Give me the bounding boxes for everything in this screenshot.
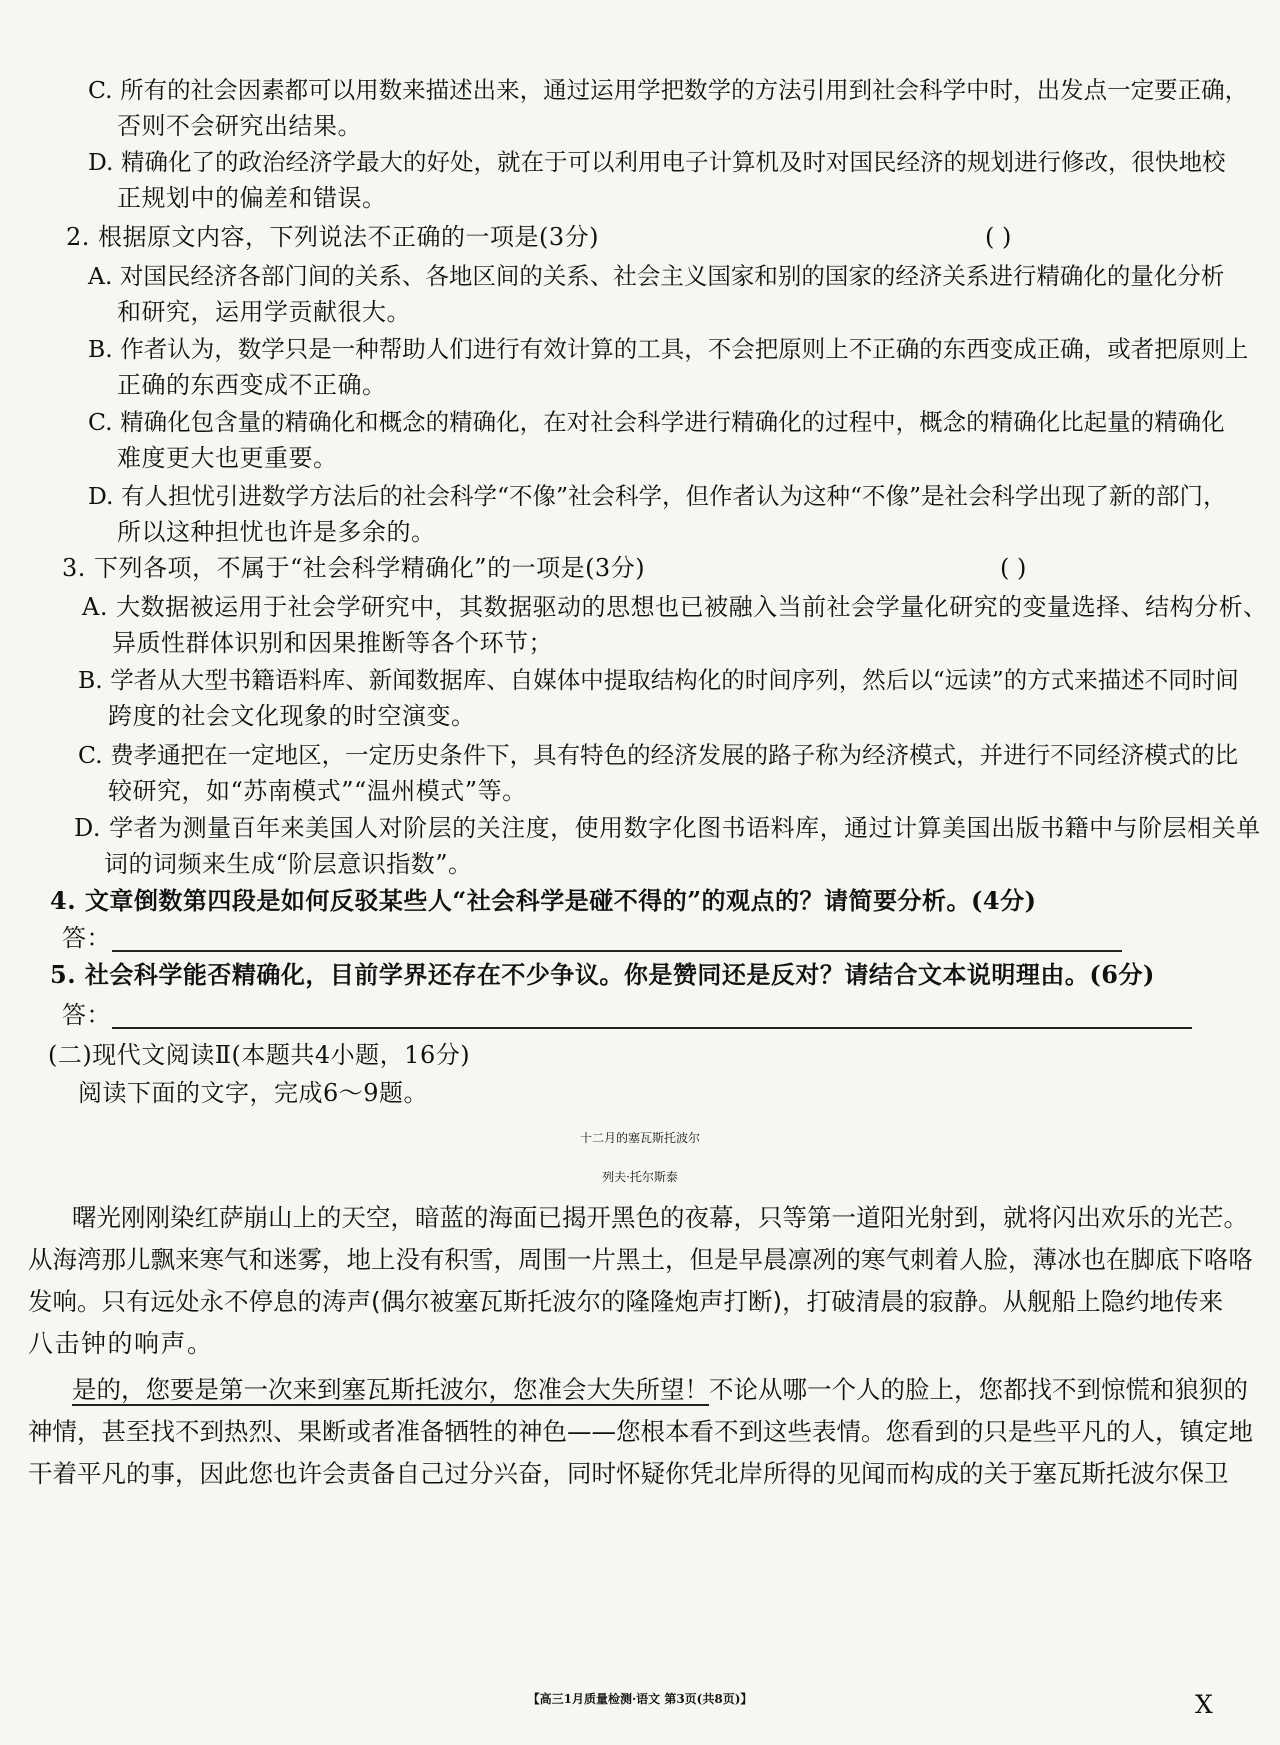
q5-answer-label: 答： <box>62 1001 111 1029</box>
q4-stem: 4. 文章倒数第四段是如何反驳某些人“社会科学是碰不得的”的观点的？请简要分析。(4分) <box>50 886 1037 915</box>
q3-option-a-line1: A. 大数据被运用于社会学研究中，其数据驱动的思想也已被融入当前社会学量化研究的变量选择、结构分析、 <box>82 593 1268 621</box>
q3-option-b-line1: B. 学者从大型书籍语料库、新闻数据库、自媒体中提取结构化的时间序列，然后以“远读”的方式来描述不同时间 <box>78 666 1239 694</box>
q3-option-b-line2: 跨度的社会文化现象的时空演变。 <box>108 702 476 730</box>
story-p2-line3: 干着平凡的事，因此您也许会责备自己过分兴奋，同时怀疑你凭北岸所得的见闻而构成的关于塞瓦斯托波尔保卫 <box>28 1459 1229 1488</box>
q2-option-a-line1: A. 对国民经济各部门间的关系、各地区间的关系、社会主义国家和别的国家的经济关系进行精确化的量化分析 <box>88 262 1225 290</box>
q3-option-c-line1: C. 费孝通把在一定地区，一定历史条件下，具有特色的经济发展的路子称为经济模式，并进行不同经济模式的比 <box>78 741 1239 769</box>
q5-stem: 5. 社会科学能否精确化，目前学界还存在不少争议。你是赞同还是反对？请结合文本说明理由。(6分) <box>50 960 1155 989</box>
q3-option-a-line2: 异质性群体识别和因果推断等各个环节； <box>112 629 553 657</box>
q3-option-c-line2: 较研究，如“苏南模式”“温州模式”等。 <box>108 777 527 805</box>
q2-option-b-line2: 正确的东西变成不正确。 <box>117 371 387 399</box>
q3-option-d-line1: D. 学者为测量百年来美国人对阶层的关注度，使用数字化图书语料库，通过计算美国出版书籍中与阶层相关单 <box>74 814 1261 842</box>
q1-option-c-line2: 否则不会研究出结果。 <box>117 112 362 140</box>
section2-heading: (二)现代文阅读Ⅱ(本题共4小题，16分) <box>48 1041 471 1069</box>
q3-answer-paren[interactable]: ( ) <box>1000 554 1027 582</box>
q2-option-b-line1: B. 作者认为，数学只是一种帮助人们进行有效计算的工具，不会把原则上不正确的东西变成正确，或者把原则上 <box>88 335 1249 363</box>
q5-answer-line[interactable] <box>112 1027 1192 1029</box>
q1-option-c-line1: C. 所有的社会因素都可以用数来描述出来，通过运用学把数学的方法引用到社会科学中时，出发点一定要正确， <box>88 76 1249 104</box>
q1-option-d-line1: D. 精确化了的政治经济学最大的好处，就在于可以利用电子计算机及时对国民经济的规划进行修改，很快地校 <box>88 148 1226 176</box>
q2-option-d-line1: D. 有人担忧引进数学方法后的社会科学“不像”社会科学，但作者认为这种“不像”是社会科学出现了新的部门， <box>88 482 1227 510</box>
story-p1-line4: 八击钟的响声。 <box>28 1329 214 1358</box>
q3-stem: 3. 下列各项，不属于“社会科学精确化”的一项是(3分) <box>62 554 646 582</box>
q2-option-d-line2: 所以这种担忧也许是多余的。 <box>117 518 436 546</box>
story-underlined-sentence: 是的，您要是第一次来到塞瓦斯托波尔，您准会大失所望！ <box>72 1375 709 1404</box>
q4-answer-line[interactable] <box>112 950 1122 952</box>
story-p2-line1 <box>72 1375 1248 1405</box>
q2-option-c-line1: C. 精确化包含量的精确化和概念的精确化，在对社会科学进行精确化的过程中，概念的精确化比起量的精确化 <box>88 408 1225 436</box>
q3-option-d-line2: 词的词频来生成“阶层意识指数”。 <box>104 850 473 878</box>
q1-option-d-line2: 正规划中的偏差和错误。 <box>117 184 387 212</box>
q2-option-a-line2: 和研究，运用学贡献很大。 <box>117 298 411 326</box>
q2-option-c-line2: 难度更大也更重要。 <box>117 444 338 472</box>
section2-instruction: 阅读下面的文字，完成6～9题。 <box>78 1079 429 1107</box>
story-title: 十二月的塞瓦斯托波尔 <box>579 1131 700 1145</box>
story-p2-line1-rest: 不论从哪一个人的脸上，您都找不到惊慌和狼狈的 <box>709 1375 1248 1404</box>
story-p1-line3: 发响。只有远处永不停息的涛声(偶尔被塞瓦斯托波尔的隆隆炮声打断)，打破清晨的寂静。从舰船上隐约地传来 <box>28 1287 1224 1316</box>
story-p1-line1: 曙光刚刚染红萨崩山上的天空，暗蓝的海面已揭开黑色的夜幕，只等第一道阳光射到，就将闪出欢乐的光芒。 <box>72 1203 1248 1232</box>
story-author: 列夫·托尔斯泰 <box>602 1170 678 1184</box>
page-footer: 【高三1月质量检测·语文 第3页(共8页)】 <box>527 1692 753 1706</box>
footer-mark: X <box>1195 1690 1213 1719</box>
q2-stem: 2. 根据原文内容，下列说法不正确的一项是(3分) <box>66 223 600 251</box>
story-p1-line2: 从海湾那儿飘来寒气和迷雾，地上没有积雪，周围一片黑土，但是早晨凛冽的寒气刺着人脸，薄冰也在脚底下咯咯 <box>28 1245 1253 1274</box>
q2-answer-paren[interactable]: ( ) <box>985 223 1012 251</box>
story-p2-line2: 神情，甚至找不到热烈、果断或者准备牺牲的神色——您根本看不到这些表情。您看到的只是些平凡的人，镇定地 <box>28 1417 1253 1446</box>
q4-answer-label: 答： <box>62 924 111 952</box>
